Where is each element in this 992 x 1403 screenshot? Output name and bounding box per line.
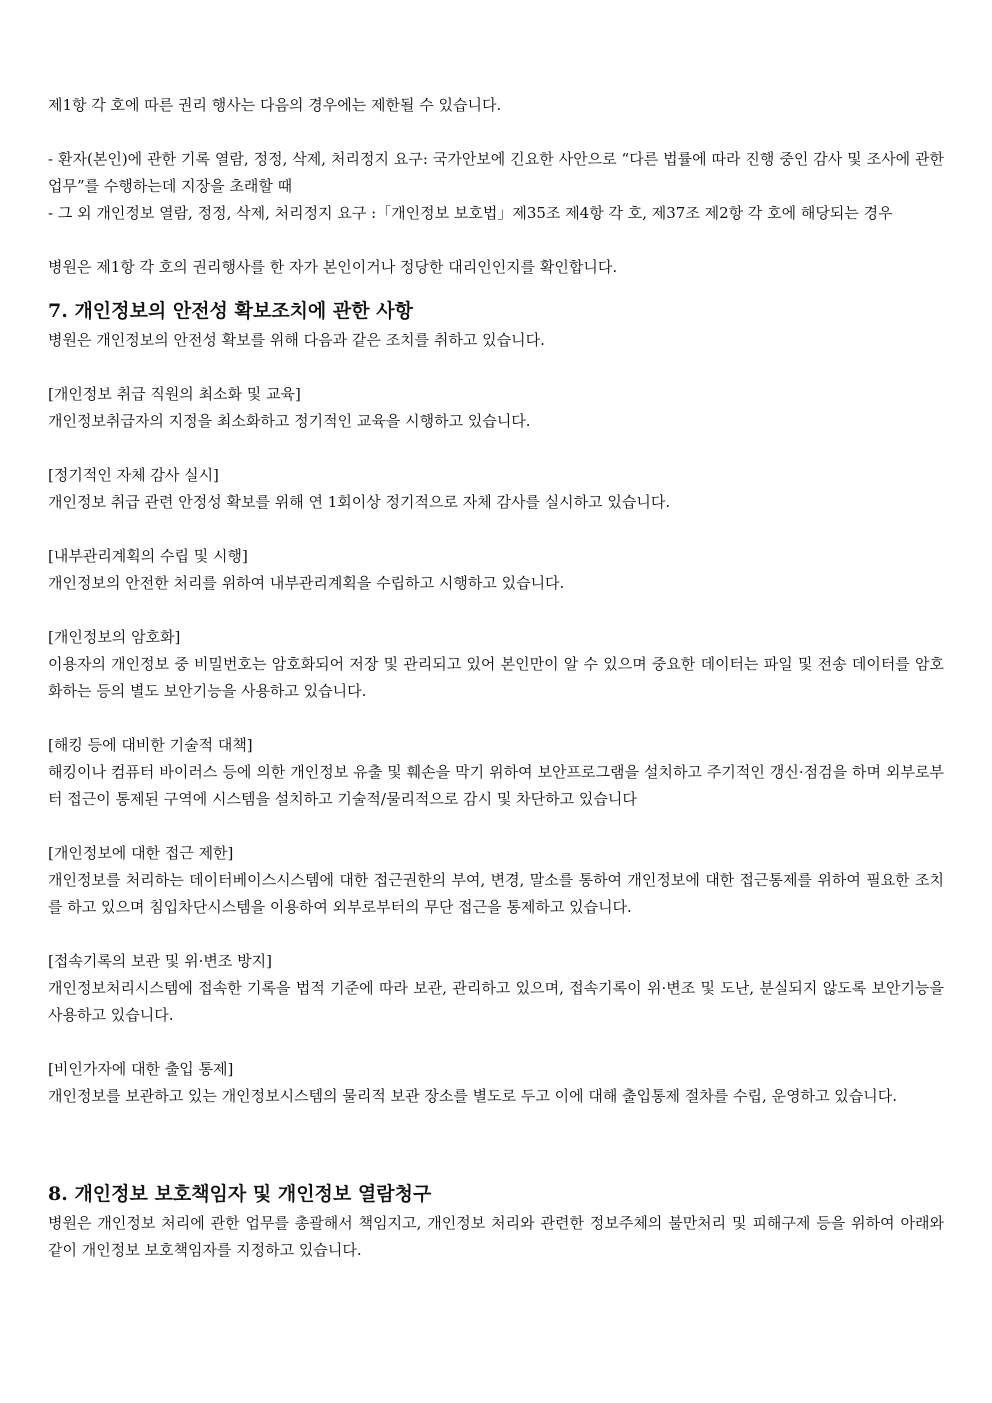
section-7-title: 7. 개인정보의 안전성 확보조치에 관한 사항 <box>48 300 413 322</box>
measure-heading: [개인정보 취급 직원의 최소화 및 교육] <box>48 385 301 403</box>
confirm-paragraph: 병원은 제1항 각 호의 권리행사를 한 자가 본인이거나 정당한 대리인인지를 확인합니다. <box>48 258 618 276</box>
measure-body: 개인정보취급자의 지정을 최소화하고 정기적인 교육을 시행하고 있습니다. <box>48 412 531 430</box>
restriction-bullet-2: - 그 외 개인정보 열람, 정정, 삭제, 처리정지 요구 :「개인정보 보호법」제35조 제4항 각 호, 제37조 제2항 각 호에 해당되는 경우 <box>48 204 893 222</box>
measure-body: 개인정보를 처리하는 데이터베이스시스템에 대한 접근권한의 부여, 변경, 말소를 통하여 개인정보에 대한 접근통제를 위하여 필요한 조치를 하고 있으며 침입차단시스템을 이용하여 외부로부터의 무단 접근을 통제하고 있습니다. <box>48 871 944 916</box>
measure-body: 개인정보를 보관하고 있는 개인정보시스템의 물리적 보관 장소를 별도로 두고 이에 대해 출입통제 절차를 수립, 운영하고 있습니다. <box>48 1087 898 1105</box>
measure-body: 이용자의 개인정보 중 비밀번호는 암호화되어 저장 및 관리되고 있어 본인만이 알 수 있으며 중요한 데이터는 파일 및 전송 데이터를 암호화하는 등의 별도 보안기능을 사용하고 있습니다. <box>48 655 944 700</box>
measure-body: 개인정보의 안전한 처리를 위하여 내부관리계획을 수립하고 시행하고 있습니다. <box>48 574 565 592</box>
measure-body: 해킹이나 컴퓨터 바이러스 등에 의한 개인정보 유출 및 훼손을 막기 위하여 보안프로그램을 설치하고 주기적인 갱신·점검을 하며 외부로부터 접근이 통제된 구역에 시스템을 설치하고 기술적/물리적으로 감시 및 차단하고 있습니다 <box>48 763 944 808</box>
measure-heading: [개인정보에 대한 접근 제한] <box>48 844 234 862</box>
measure-heading: [접속기록의 보관 및 위·변조 방지] <box>48 952 272 970</box>
measure-body: 개인정보처리시스템에 접속한 기록을 법적 기준에 따라 보관, 관리하고 있으며, 접속기록이 위·변조 및 도난, 분실되지 않도록 보안기능을 사용하고 있습니다. <box>48 979 944 1024</box>
measure-heading: [비인가자에 대한 출입 통제] <box>48 1060 234 1078</box>
measure-body: 개인정보 취급 관련 안정성 확보를 위해 연 1회이상 정기적으로 자체 감사를 실시하고 있습니다. <box>48 493 671 511</box>
restriction-lead: 제1항 각 호에 따른 권리 행사는 다음의 경우에는 제한될 수 있습니다. <box>48 96 502 114</box>
measure-heading: [개인정보의 암호화] <box>48 628 181 646</box>
measure-heading: [내부관리계획의 수립 및 시행] <box>48 547 248 565</box>
section-7-lead: 병원은 개인정보의 안전성 확보를 위해 다음과 같은 조치를 취하고 있습니다. <box>48 331 545 349</box>
measure-heading: [정기적인 자체 감사 실시] <box>48 466 219 484</box>
restriction-bullet-1: - 환자(본인)에 관한 기록 열람, 정정, 삭제, 처리정지 요구: 국가안보에 긴요한 사안으로 “다른 법률에 따라 진행 중인 감사 및 조사에 관한 업무”를 수행하는데 지장을 초래할 때 <box>48 150 944 195</box>
section-8-title: 8. 개인정보 보호책임자 및 개인정보 열람청구 <box>48 1183 432 1205</box>
measure-heading: [해킹 등에 대비한 기술적 대책] <box>48 736 253 754</box>
section-8-lead: 병원은 개인정보 처리에 관한 업무를 총괄해서 책임지고, 개인정보 처리와 관련한 정보주체의 불만처리 및 피해구제 등을 위하여 아래와 같이 개인정보 보호책임자를 지정하고 있습니다. <box>48 1214 944 1259</box>
document-page <box>48 92 944 1264</box>
